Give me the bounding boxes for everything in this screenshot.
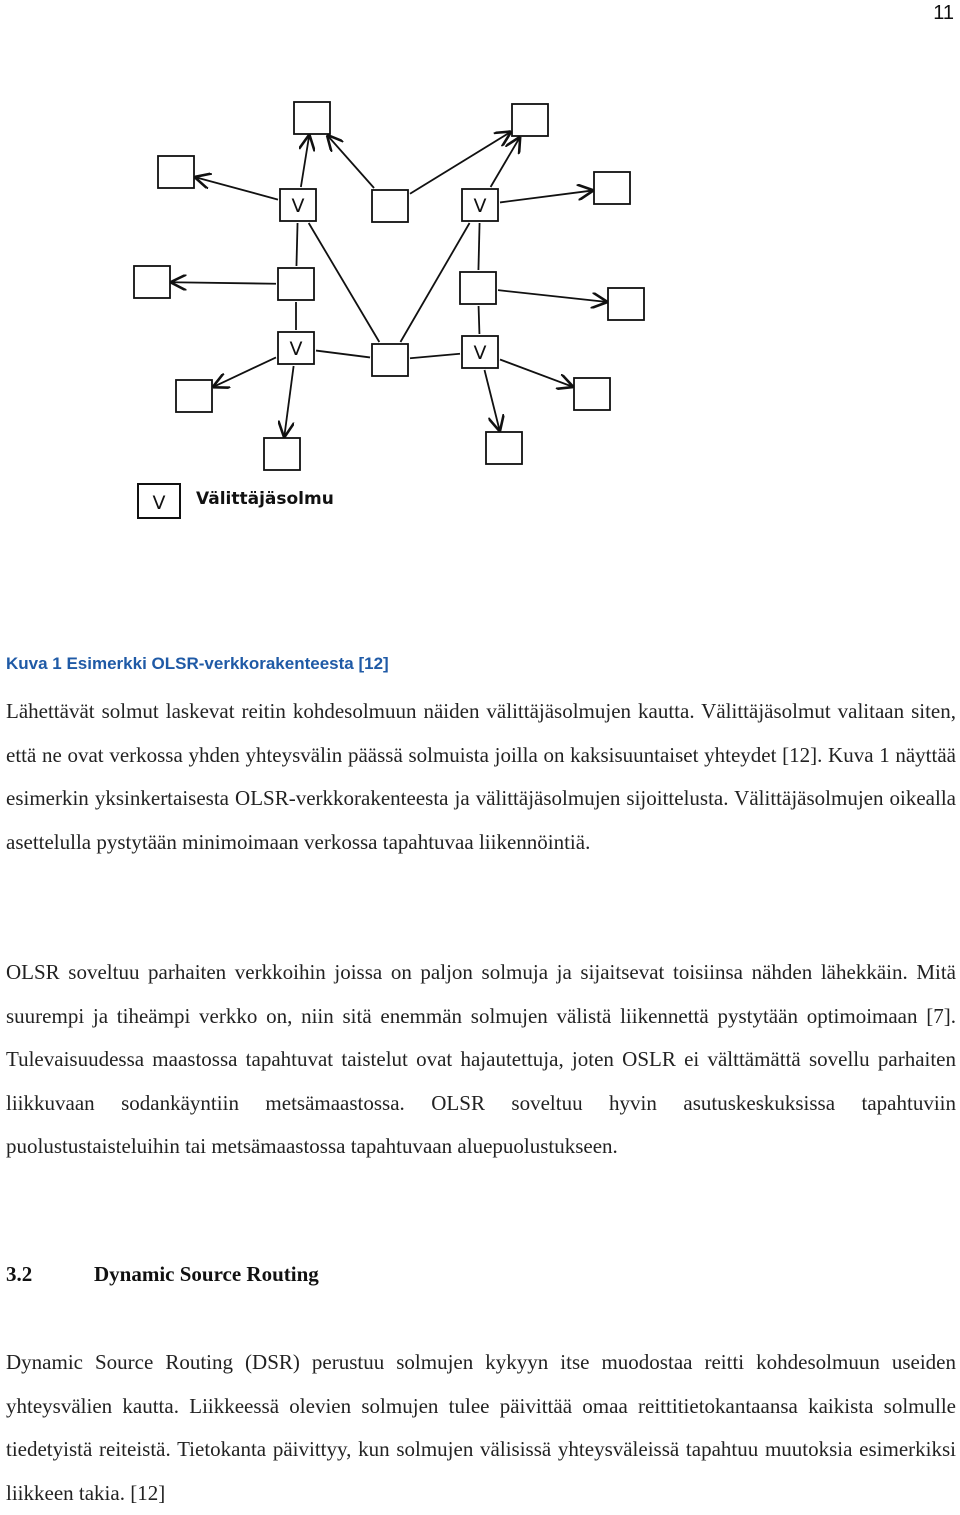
network-node: [294, 102, 330, 134]
network-node: [264, 438, 300, 470]
legend-label: Välittäjäsolmu: [196, 489, 334, 509]
link-v4-b2: [485, 370, 500, 430]
node-box: [460, 272, 496, 304]
relay-mark: V: [291, 195, 305, 217]
network-node: [512, 104, 548, 136]
node-box: [278, 268, 314, 300]
link-c3-v2: [478, 223, 479, 270]
legend: [138, 484, 334, 518]
paragraph-dsr: Dynamic Source Routing (DSR) perustuu solmujen kykyyn itse muodostaa reitti kohdesolmuun useiden yhteysvälien kautta. Liikkeessä olevien solmujen tulee päivittää omaa reittitietokantaansa kaikista solmulle tiedetyistä reiteistä. Tietokanta päivittyy, kun solmujen välisissä yhteysväleissä tapahtuu muutoksia esimerkiksi liikkeen takia. [12]: [6, 1350, 956, 1505]
network-node: [176, 380, 212, 412]
link-c4-v1: [309, 223, 380, 342]
link-v3-bot: [284, 366, 293, 436]
link-v1-top: [301, 136, 309, 187]
node-box: [486, 432, 522, 464]
network-node: [158, 156, 194, 188]
link-c4-v3: [316, 351, 370, 358]
network-node: [372, 344, 408, 376]
link-c2-v1: [296, 223, 297, 266]
section-heading: [6, 1262, 319, 1287]
paragraph-olsr-relays: Lähettävät solmut laskevat reitin kohdesolmuun näiden välittäjäsolmujen kautta. Välittäjäsolmut valitaan siten, että ne ovat verkossa yhden yhteysvälin päässä solmuista joilla on kaksisuuntaiset yhteydet [12]. Kuva 1 näyttää esimerkin yksinkertaisesta OLSR-verkkorakenteesta ja välittäjäsolmujen sijoittelusta. Välittäjäsolmujen oikealla asettelulla pystytään minimoimaan verkossa tapahtuvaa liikennöintiä.: [6, 699, 956, 854]
node-box: [608, 288, 644, 320]
relay-node: [280, 189, 316, 221]
link-c3-rr: [498, 290, 606, 302]
relay-mark: V: [289, 338, 303, 360]
page-number: 11: [933, 2, 954, 24]
link-v3-bl: [214, 357, 276, 386]
node-box: [264, 438, 300, 470]
link-c4-v4: [410, 354, 460, 358]
link-c3-v4: [479, 306, 480, 334]
network-node: [278, 268, 314, 300]
network-nodes: [134, 102, 644, 470]
network-node: [460, 272, 496, 304]
paragraph-olsr-suitability: OLSR soveltuu parhaiten verkkoihin joissa on paljon solmuja ja sijaitsevat toisiinsa nähden lähekkäin. Mitä suurempi ja tiheämpi verkko on, niin sitä enemmän solmujen välistä liikennettä pystytään optimoimaan [7]. Tulevaisuudessa maastossa tapahtuvat taistelut ovat hajautettuja, joten OSLR ei välttämättä sovellu parhaiten liikkuvaan sodankäyntiin metsämaastossa. OLSR soveltuu hyvin asutuskeskuksissa tapahtuviin puolustustaisteluihin tai metsämaastossa tapahtuvaan aluepuolustukseen.: [6, 960, 956, 1158]
node-box: [594, 172, 630, 204]
network-node: [486, 432, 522, 464]
network-node: [594, 172, 630, 204]
network-node: [134, 266, 170, 298]
link-c1-top: [328, 136, 374, 188]
link-c2-ml: [172, 282, 276, 283]
node-box: [294, 102, 330, 134]
relay-node: [462, 189, 498, 221]
relay-mark: V: [473, 195, 487, 217]
node-box: [134, 266, 170, 298]
legend-relay-symbol: V: [152, 492, 166, 514]
network-links: [172, 132, 606, 436]
figure-caption: Kuva 1 Esimerkki OLSR-verkkorakenteesta [12]: [6, 654, 389, 673]
network-node: [372, 190, 408, 222]
link-v4-r2: [500, 360, 572, 387]
node-box: [574, 378, 610, 410]
section-number: 3.2: [6, 1262, 33, 1286]
olsr-network-diagram: [0, 0, 960, 560]
link-v2-far: [500, 191, 592, 203]
network-node: [608, 288, 644, 320]
node-box: [372, 190, 408, 222]
node-box: [176, 380, 212, 412]
relay-mark: V: [473, 342, 487, 364]
node-box: [372, 344, 408, 376]
link-v1-tl: [196, 177, 278, 199]
section-title: Dynamic Source Routing: [94, 1262, 319, 1286]
node-box: [158, 156, 194, 188]
relay-node: [462, 336, 498, 368]
node-box: [512, 104, 548, 136]
link-v2-tr: [491, 138, 520, 187]
link-c1-tr: [410, 132, 510, 193]
network-node: [574, 378, 610, 410]
relay-node: [278, 332, 314, 364]
